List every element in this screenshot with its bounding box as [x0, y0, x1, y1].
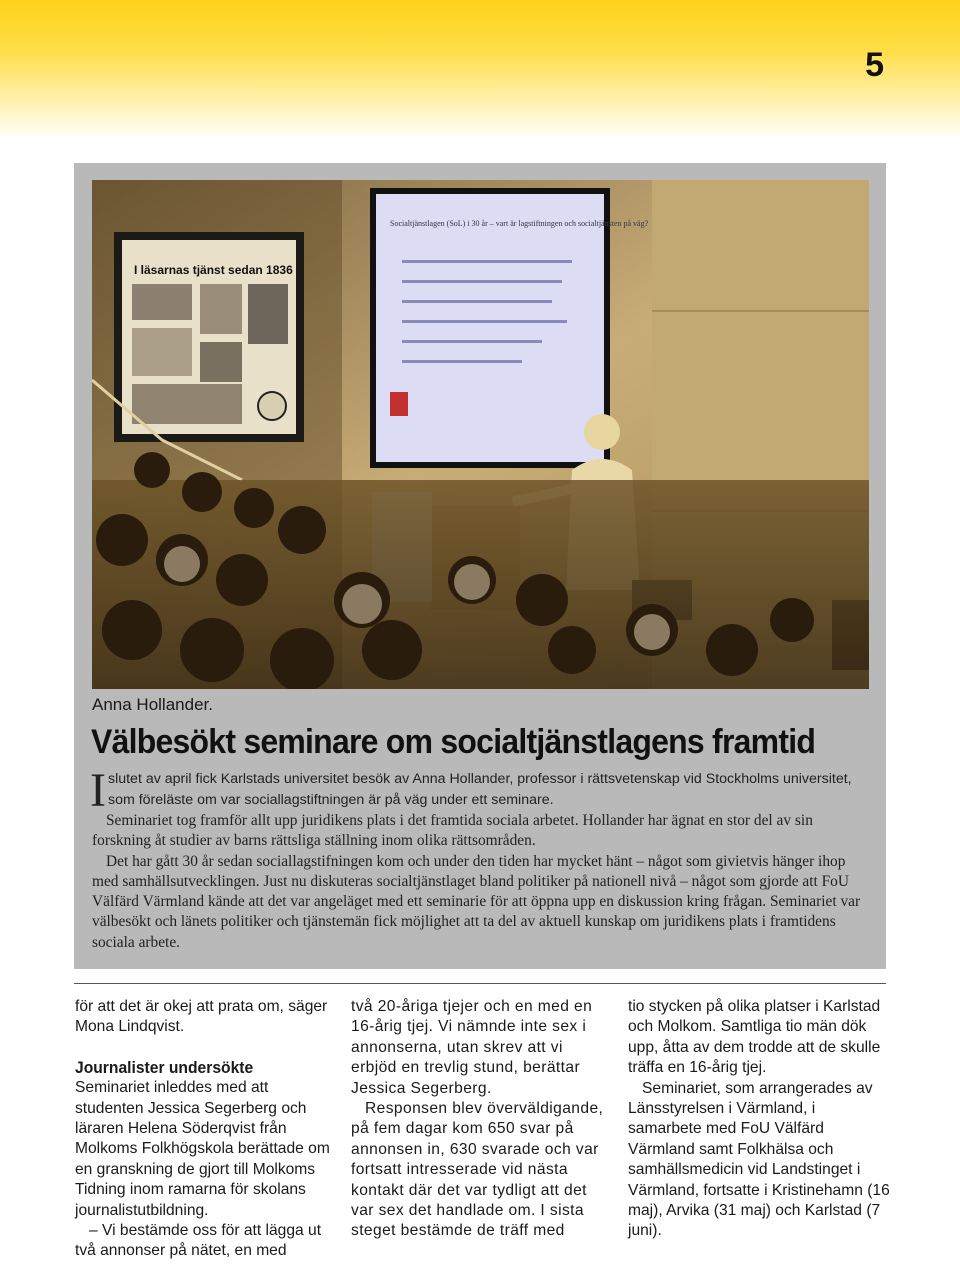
lead-paragraph [90, 764, 868, 817]
column-3 [628, 997, 890, 1242]
drop-cap: I [90, 764, 106, 817]
feature-box [74, 163, 886, 969]
poster-title: I läsarnas tjänst sedan 1836 [134, 263, 293, 277]
column-paragraph: för att det är okej att prata om, säger Mona Lindqvist. [75, 998, 328, 1036]
column-paragraph: två 20-åriga tjejer och en med en 16-årig tjej. Vi nämnde inte sex i annonserna, utan skrev att vi erbjöd en trevlig stund, berättar Jessica Segerberg. [351, 998, 593, 1097]
page-number: 5 [865, 46, 884, 84]
lead-text: slutet av april fick Karlstads universitet besök av Anna Hollander, professor i rättsvetenskap vid Stockholms universitet, som föreläste om var sociallagstiftningen är på väg under ett seminare. [107, 771, 852, 808]
section-divider [74, 983, 886, 984]
screen-title: Socialtjänstlagen (SoL) i 30 år – vart är lagstiftningen och socialtjänsten på väg? [390, 219, 649, 228]
column-paragraph: – Vi bestämde oss för att lägga ut två annonser på nätet, en med [75, 1222, 322, 1260]
column-1 [75, 997, 337, 1262]
column-2 [351, 997, 613, 1242]
feature-paragraph: Seminariet tog framför allt upp juridikens plats i det framtida sociala arbetet. Hollander har ägnat en stor del av sin forskning åt studier av barns rättsliga ställning inom olika rättsområden. [92, 812, 813, 850]
article-headline: Välbesökt seminare om socialtjänstlagens framtid [91, 723, 816, 761]
column-paragraph: Seminariet inleddes med att studenten Jessica Segerberg och läraren Helena Söderqvist från Molkoms Folkhögskola berättade om en granskning de gjort till Molkoms Tidning inom ramarna för skolans journalistutbildning. [75, 1079, 330, 1219]
poster [114, 232, 304, 442]
header-band [0, 0, 960, 140]
feature-paragraph: Det har gått 30 år sedan sociallagstifningen kom och under den tiden har mycket hänt – något som givietvis hänger ihop med samhällsutvecklingen. Just nu diskuteras socialtjänstlaget bland politiker på nationell nivå – något som gjorde att FoU Välfärd Värmland kände att det var angeläget med ett seminarie för att öppna upp en diskussion kring frågan. Seminariet var välbesökt och länets politiker och tjänstemän fick möjlighet att ta del av aktuell kunskap om juridikens plats i framtidens sociala arbete. [92, 852, 861, 951]
column-paragraph: tio stycken på olika platser i Karlstad och Molkom. Samtliga tio män dök upp, åtta av dem trodde att de skulle träffa en 16-årig tjej. [628, 998, 881, 1077]
seminar-photo [92, 180, 869, 689]
column-paragraph: Seminariet, som arrangerades av Länsstyrelsen i Värmland, i samarbete med FoU Välfärd Värmland samt Folkhälsa och samhällsmedicin vid Landstinget i Värmland, fortsatte i Kristinehamn (16 maj), Arvika (31 maj) och Karlstad (7 juni). [628, 1079, 890, 1240]
photo-caption: Anna Hollander. [92, 695, 213, 714]
feature-body [92, 811, 868, 953]
subheading: Journalister undersökte [75, 1057, 254, 1077]
column-paragraph: Responsen blev överväldigande, på fem dagar kom 650 svar på annonsen in, 630 svarade och var fortsatt intresserade vid nästa kontakt där det var tydligt att det var sex det handlade om. I sista steget bestämde de träff med [351, 1100, 604, 1240]
